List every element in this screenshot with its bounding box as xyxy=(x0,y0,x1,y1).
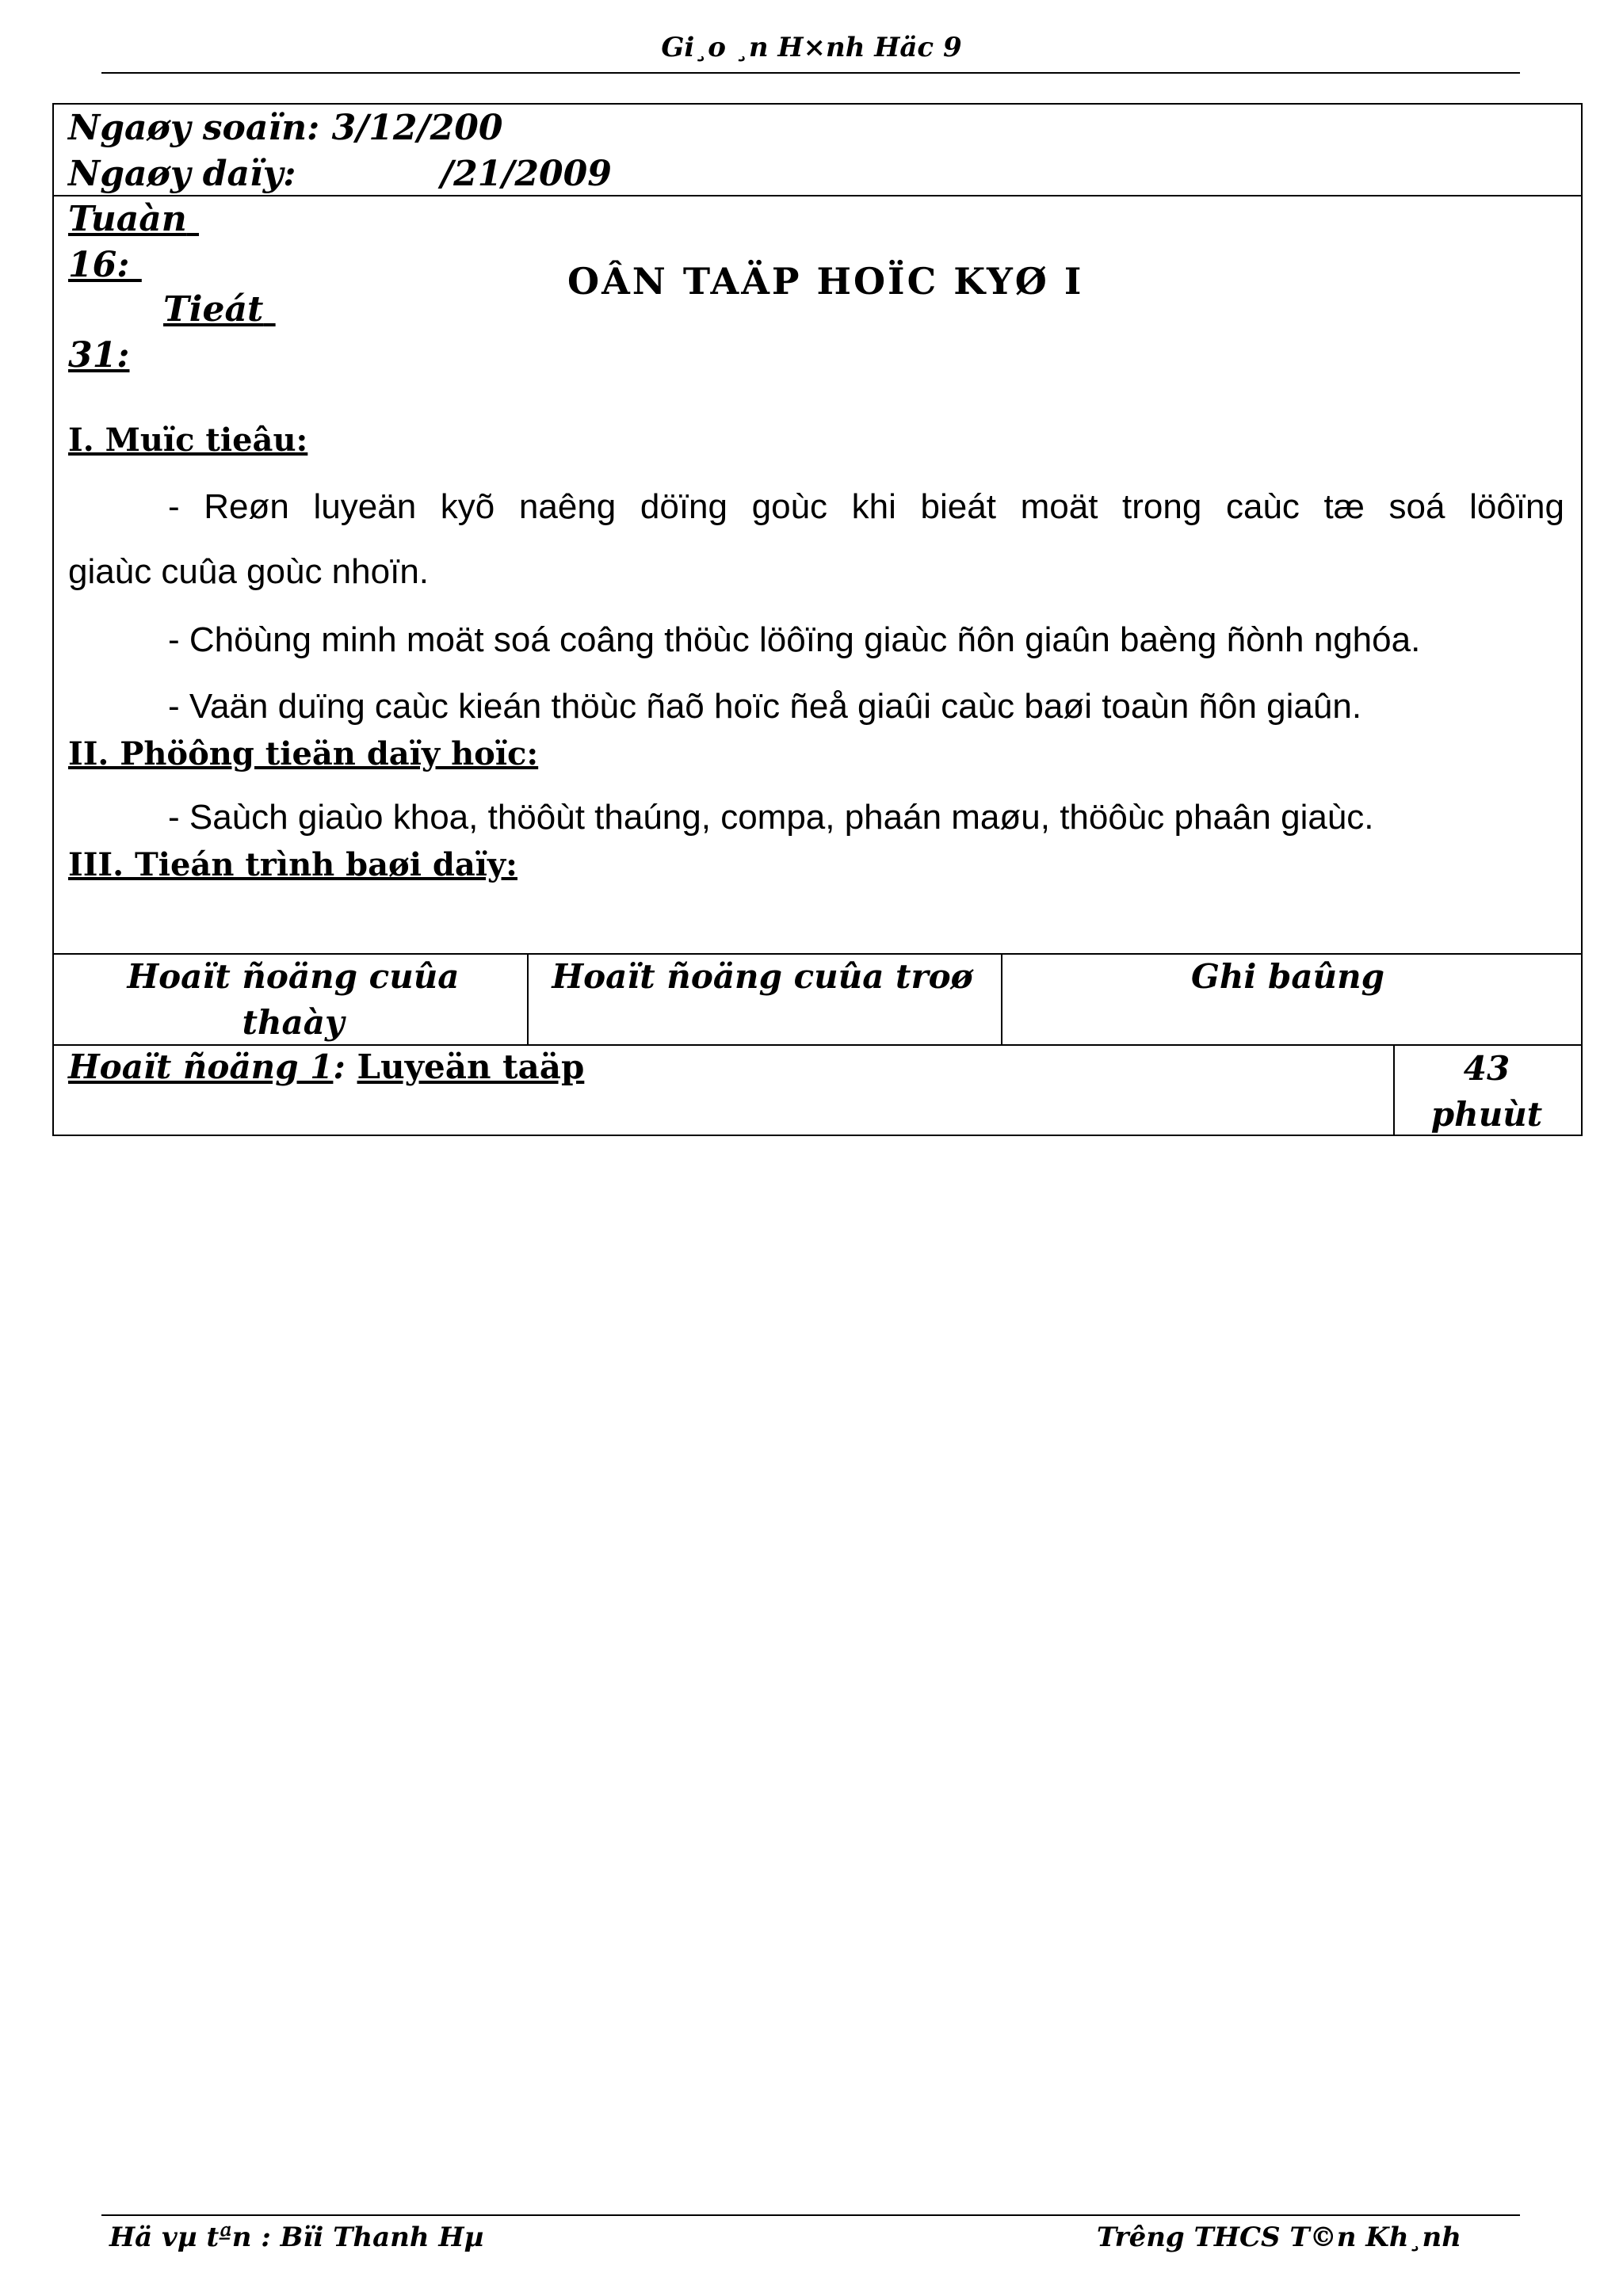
activity-duration xyxy=(1393,1046,1580,1138)
table-col-divider-2 xyxy=(1001,953,1002,1044)
means-item-1: - Saùch giaùo khoa, thöôùt thaúng, compa, phaán maøu, thöôùc phaân giaùc. xyxy=(168,798,1374,837)
footer-divider xyxy=(101,2214,1520,2216)
table-col-divider-1 xyxy=(527,953,529,1044)
footer-school: Trêng THCS T©n Kh¸nh xyxy=(1096,2222,1461,2253)
activity-separator: : xyxy=(333,1047,346,1086)
lesson-title: OÂN TAÄP HOÏC KYØ I xyxy=(567,260,1084,303)
teaching-date-value: /21/2009 xyxy=(441,154,612,194)
activity-title: Luyeän taäp xyxy=(357,1047,585,1086)
week-number: 16: xyxy=(68,245,130,285)
objective-item-3: - Vaän duïng caùc kieán thöùc ñaõ hoïc ñeå giaûi caùc baøi toaùn ñôn giaûn. xyxy=(168,687,1362,726)
footer-author: Hä vµ tªn : Bïi Thanh Hµ xyxy=(109,2222,484,2253)
objective-item-1-cont: giaùc cuûa goùc nhoïn. xyxy=(68,552,430,591)
activity-row-title xyxy=(68,1047,584,1086)
prepared-date: Ngaøy soaïn: 3/12/200 xyxy=(68,108,503,148)
activity-duration-unit: phuùt xyxy=(1430,1095,1543,1134)
period-number: 31: xyxy=(68,335,130,376)
column-header-teacher: Hoaït ñoäng cuûa thaày xyxy=(127,957,460,1042)
period-label: Tieát xyxy=(163,289,264,330)
means-heading: II. Phöông tieän daïy hoïc: xyxy=(68,735,539,772)
objective-item-1: - Reøn luyeän kyõ naêng döïng goùc khi bieát moät trong caùc tæ soá löôïng xyxy=(168,487,1564,526)
process-heading: III. Tieán trình baøi daïy: xyxy=(68,846,517,883)
objective-item-2: - Chöùng minh moät soá coâng thöùc löôïng giaùc ñôn giaûn baèng ñònh nghóa. xyxy=(168,620,1421,659)
column-header-student: Hoaït ñoäng cuûa troø xyxy=(552,957,973,996)
page-header-title: Gi¸o ¸n H×nh Häc 9 xyxy=(661,32,962,63)
header-divider xyxy=(101,72,1520,74)
teaching-date-label: Ngaøy daïy: xyxy=(68,154,296,194)
activity-duration-value: 43 xyxy=(1463,1049,1510,1088)
column-header-board: Ghi baûng xyxy=(1190,957,1384,996)
objectives-heading: I. Muïc tieâu: xyxy=(68,421,308,459)
activity-label: Hoaït ñoäng 1 xyxy=(68,1047,334,1086)
week-label: Tuaàn xyxy=(68,199,187,239)
